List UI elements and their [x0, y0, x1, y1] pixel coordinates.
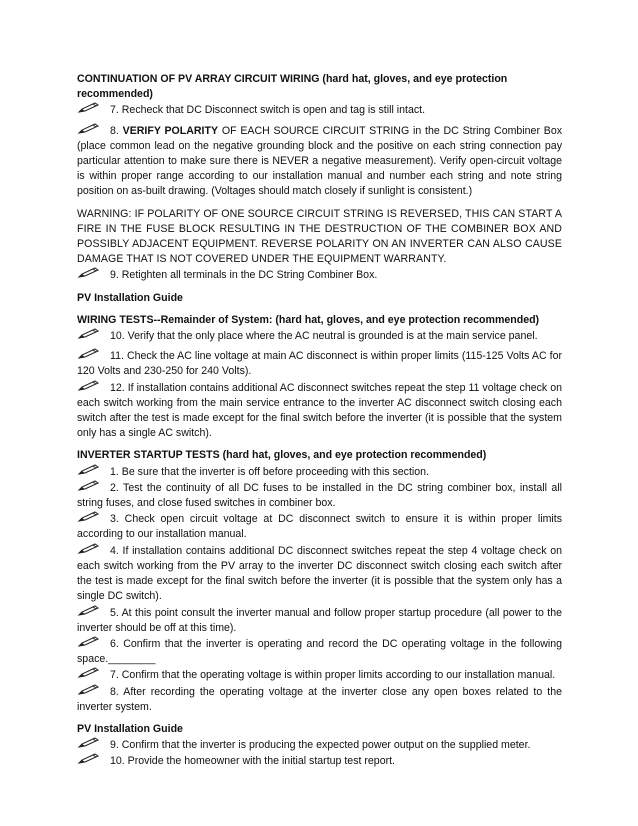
- pencil-icon: [77, 348, 101, 360]
- pencil-icon: [77, 267, 101, 279]
- pencil-icon: [77, 511, 101, 523]
- item-text: 8. After recording the operating voltage at the inverter close any open boxes related to the inverter system.: [77, 685, 562, 713]
- pencil-icon: [77, 543, 101, 555]
- item-text: 9. Confirm that the inverter is producing the expected power output on the supplied meter.: [110, 739, 531, 752]
- item-text: 3. Check open circuit voltage at DC disconnect switch to ensure it is within proper limits according to our installation manual.: [77, 513, 562, 541]
- item-text: 4. If installation contains additional DC disconnect switches repeat the step 4 voltage check on each switch working from the PV array to the inverter DC disconnect switch closing each switch after the test is made except for the final switch before the inverter (it is possible that the system only has a single DC switch).: [77, 544, 562, 603]
- checklist-item: [77, 511, 562, 542]
- item-text: 7. Confirm that the operating voltage is within proper limits according to our installation manual.: [110, 669, 556, 682]
- guide-heading: PV Installation Guide: [77, 291, 183, 304]
- checklist-item: [77, 267, 562, 283]
- checklist-item: [77, 464, 562, 480]
- item-text: 11. Check the AC line voltage at main AC disconnect is within proper limits (115-125 Volts AC for 120 Volts and 230-250 for 240 Volts).: [77, 350, 562, 378]
- pencil-icon: [77, 737, 101, 749]
- checklist-item: [77, 684, 562, 715]
- pencil-icon: [77, 480, 101, 492]
- checklist-item: [77, 636, 562, 667]
- checklist-item: [77, 753, 562, 769]
- pencil-icon: [77, 464, 101, 476]
- checklist-item: [77, 667, 562, 683]
- pencil-icon: [77, 380, 101, 392]
- checklist-item: [77, 737, 562, 753]
- item-text: OF EACH SOURCE CIRCUIT STRING in the DC String Combiner Box (place common lead on the negative grounding block and the positive on each string connection pay particular attention to make sure there is NEVER a negative measurement). Verify open-circuit voltage is within proper range according to our installation manual and number each string and note string position on as-built drawing. (Voltages should match closely if sunlight is consistent.): [77, 124, 563, 198]
- pencil-icon: [77, 636, 101, 648]
- checklist-item: [77, 543, 562, 605]
- item-text: 1. Be sure that the inverter is off before proceeding with this section.: [110, 465, 429, 478]
- verify-polarity-emphasis: VERIFY POLARITY: [122, 124, 219, 137]
- pencil-icon: [77, 123, 101, 135]
- checklist-item: [77, 123, 562, 200]
- item-text: 2. Test the continuity of all DC fuses to be installed in the DC string combiner box, install all string fuses, and close fused switches in combiner box.: [77, 481, 562, 510]
- checklist-item: [77, 380, 562, 442]
- warning-paragraph: WARNING: IF POLARITY OF ONE SOURCE CIRCUIT STRING IS REVERSED, THIS CAN START A FIRE IN THE FUSE BLOCK RESULTING IN THE DESTRUCTION OF THE COMBINER BOX AND POSSIBLY ADJACENT EQUIPMENT. REVERSE POLARITY ON AN INVERTER CAN ALSO CAUSE DAMAGE THAT IS NOT COVERED UNDER THE EQUIPMENT WARRANTY.: [77, 207, 562, 266]
- item-text: 7. Recheck that DC Disconnect switch is open and tag is still intact.: [110, 104, 426, 117]
- item-text: 10. Provide the homeowner with the initial startup test report.: [110, 755, 396, 768]
- item-text: 9. Retighten all terminals in the DC String Combiner Box.: [110, 269, 378, 282]
- pencil-icon: [77, 605, 101, 617]
- section-heading-wiring-tests: WIRING TESTS--Remainder of System: (hard hat, gloves, and eye protection recommended): [77, 313, 540, 326]
- item-text: 12. If installation contains additional AC disconnect switches repeat the step 11 voltage check on each switch working from the main service entrance to the inverter AC disconnect switch closing each switch after the test is made except for the final switch before the inverter (it is possible that the system only has a single AC switch).: [77, 381, 562, 440]
- pencil-icon: [77, 684, 101, 696]
- checklist-item: [77, 102, 562, 118]
- section-heading-pv-array-wiring: CONTINUATION OF PV ARRAY CIRCUIT WIRING (hard hat, gloves, and eye protection recommended): [77, 73, 508, 101]
- pencil-icon: [77, 753, 101, 765]
- item-prefix: 8.: [110, 124, 123, 137]
- item-text: 10. Verify that the only place where the AC neutral is grounded is at the main service panel.: [110, 330, 538, 343]
- section-heading-inverter-startup: INVERTER STARTUP TESTS (hard hat, gloves, and eye protection recommended): [77, 449, 487, 462]
- checklist-item: [77, 348, 562, 379]
- item-text: 5. At this point consult the inverter manual and follow proper startup procedure (all power to the inverter should be off at this time).: [77, 606, 562, 634]
- pencil-icon: [77, 328, 101, 340]
- checklist-item: [77, 328, 562, 344]
- pencil-icon: [77, 102, 101, 114]
- item-text: 6. Confirm that the inverter is operating and record the DC operating voltage in the following space.________: [77, 637, 562, 666]
- checklist-item: [77, 480, 562, 511]
- pencil-icon: [77, 667, 101, 679]
- guide-heading: PV Installation Guide: [77, 722, 183, 735]
- document-page: [77, 72, 562, 770]
- checklist-item: [77, 605, 562, 636]
